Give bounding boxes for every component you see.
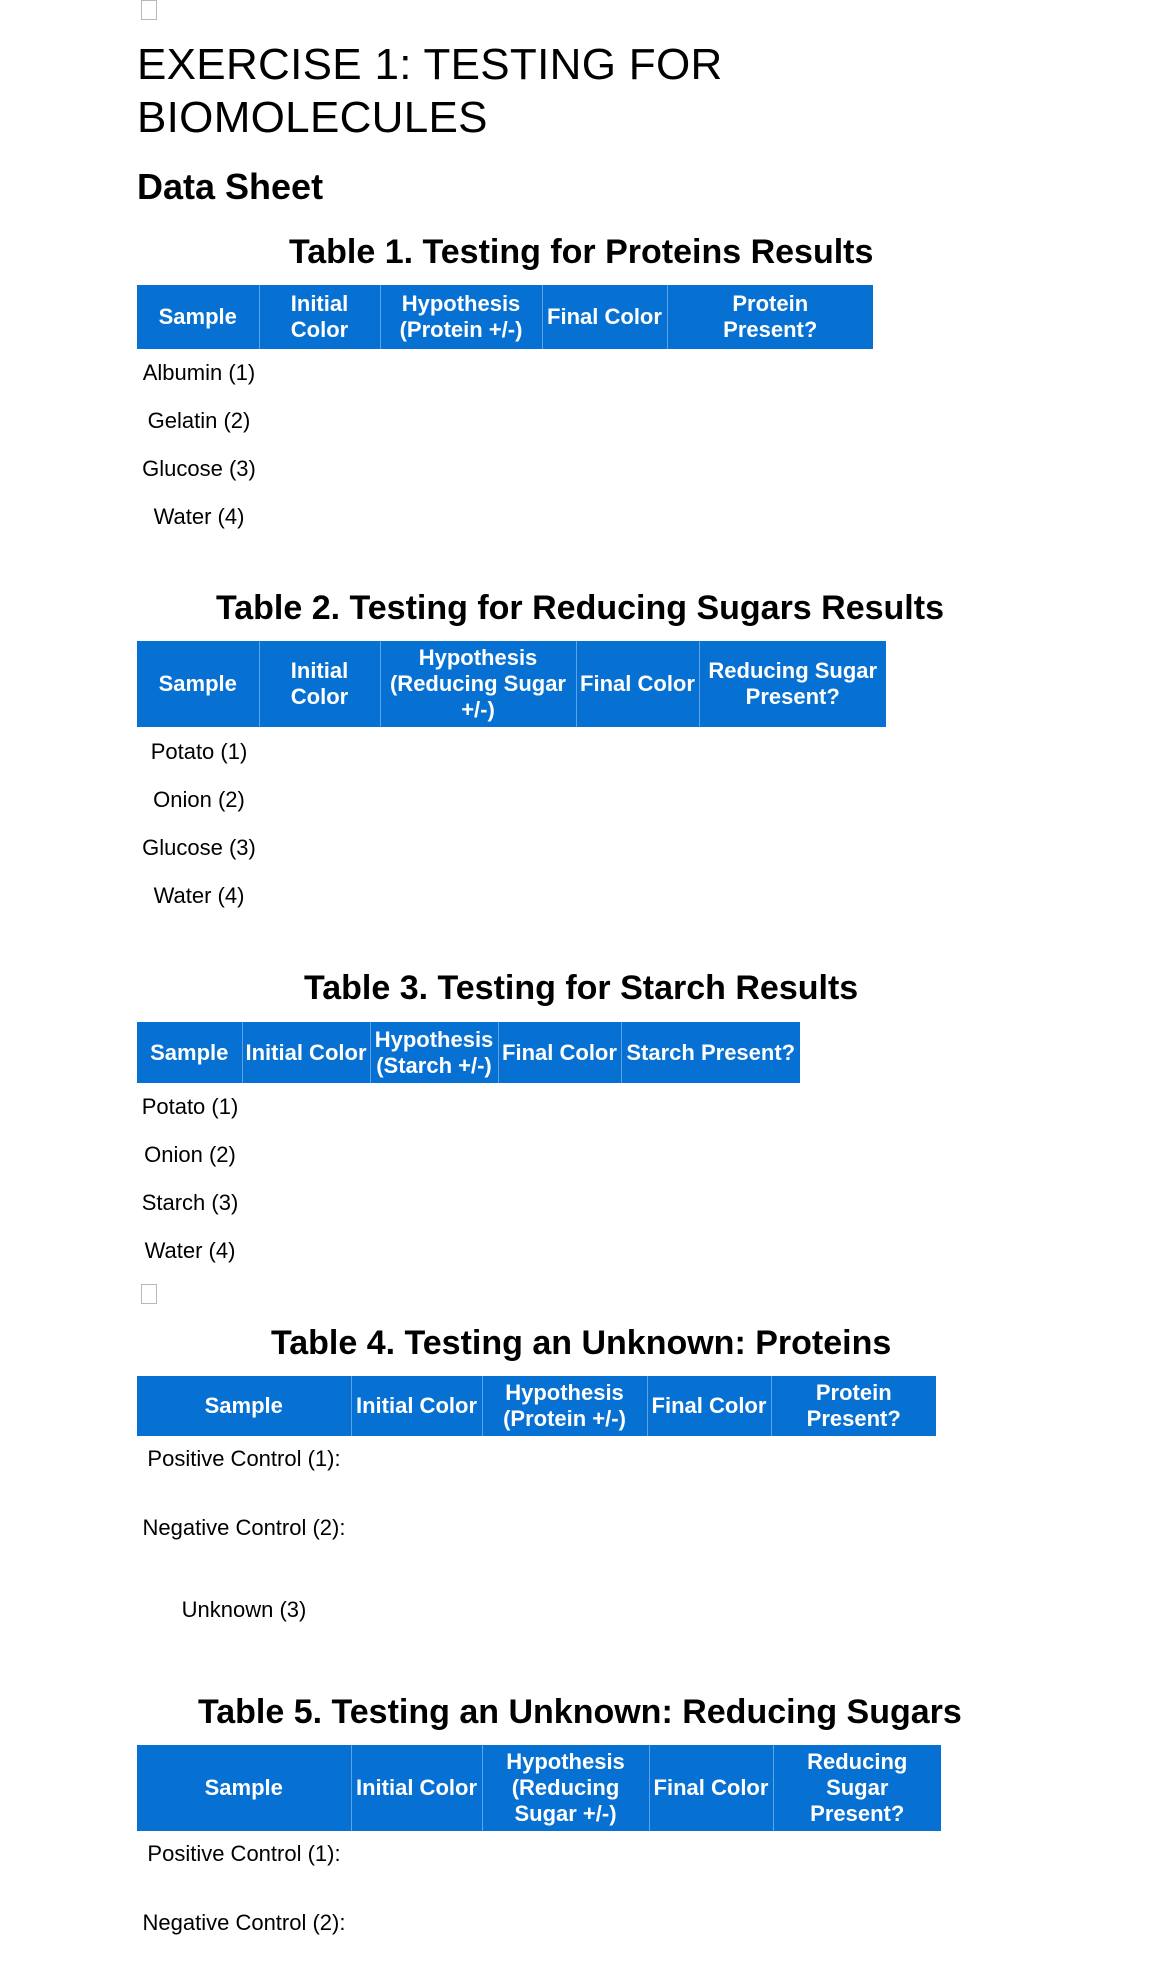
table-4-header-present <box>771 1376 936 1436</box>
table-2-title: Table 2. Testing for Reducing Sugars Results <box>216 589 944 627</box>
image-placeholder-middle <box>141 1284 157 1304</box>
page-title-line-2: BIOMOLECULES <box>137 93 488 142</box>
table-5-row-1: Positive Control (1): <box>147 1841 341 1866</box>
table-2-row-2: Onion (2) <box>153 787 245 812</box>
table-1-header-final-color: Final Color <box>542 285 667 349</box>
table-5-header-hypothesis-text: Hypothesis (Reducing Sugar +/-) <box>506 1749 625 1826</box>
table-5-row-2: Negative Control (2): <box>142 1910 346 1935</box>
table-3-header-final-color: Final Color <box>498 1022 621 1083</box>
table-2-row-4: Water (4) <box>153 883 245 908</box>
table-3-header-hypothesis: Hypothesis (Starch +/-) <box>370 1022 498 1083</box>
image-placeholder-top <box>141 0 157 20</box>
table-4-header-initial-color: Initial Color <box>351 1376 482 1436</box>
table-1-header-present-text: Protein Present? <box>723 291 818 342</box>
table-5-header-sample: Sample <box>137 1745 351 1831</box>
table-5-header-present-text: Reducing Sugar Present? <box>807 1749 908 1826</box>
table-1-header-present <box>667 285 873 349</box>
section-subheading: Data Sheet <box>137 166 324 207</box>
table-2-header-final-color: Final Color <box>576 641 699 727</box>
table-4-header-hypothesis: Hypothesis (Protein +/-) <box>482 1376 647 1436</box>
table-3-header-sample: Sample <box>137 1022 242 1083</box>
table-4-row-3: Unknown (3) <box>181 1597 307 1622</box>
table-3-header-present: Starch Present? <box>621 1022 800 1083</box>
table-5-header <box>137 1745 941 1831</box>
table-4-row-1: Positive Control (1): <box>147 1446 341 1471</box>
table-1-row-4: Water (4) <box>153 504 245 529</box>
table-3-header-initial-color: Initial Color <box>242 1022 370 1083</box>
table-3-row-4: Water (4) <box>144 1238 236 1263</box>
table-5-header-final-color: Final Color <box>649 1745 773 1831</box>
table-1-header-initial-color: Initial Color <box>259 285 380 349</box>
table-2-row-1: Potato (1) <box>150 739 248 764</box>
table-3-header <box>137 1022 800 1083</box>
table-4-title: Table 4. Testing an Unknown: Proteins <box>271 1324 892 1362</box>
table-1-header <box>137 285 873 349</box>
table-3-row-3: Starch (3) <box>141 1190 239 1215</box>
table-3-title: Table 3. Testing for Starch Results <box>304 969 859 1007</box>
table-3-row-2: Onion (2) <box>144 1142 236 1167</box>
table-4-header <box>137 1376 936 1436</box>
table-2-header-present: Reducing Sugar Present? <box>699 641 886 727</box>
table-1-header-sample: Sample <box>137 285 259 349</box>
table-2-header <box>137 641 886 727</box>
table-5-header-hypothesis <box>482 1745 649 1831</box>
table-2-header-sample: Sample <box>137 641 259 727</box>
table-2-header-initial-color: Initial Color <box>259 641 380 727</box>
table-4-header-present-text: Protein Present? <box>806 1380 901 1431</box>
table-1-title: Table 1. Testing for Proteins Results <box>289 233 874 271</box>
table-5-header-initial-color: Initial Color <box>351 1745 482 1831</box>
table-2-header-hypothesis: Hypothesis (Reducing Sugar +/-) <box>380 641 576 727</box>
table-1-header-hypothesis: Hypothesis (Protein +/-) <box>380 285 542 349</box>
table-1-row-2: Gelatin (2) <box>147 408 251 433</box>
table-4-row-2: Negative Control (2): <box>142 1515 346 1540</box>
table-1-row-1: Albumin (1) <box>142 360 256 385</box>
table-2-row-3: Glucose (3) <box>142 835 256 860</box>
page-title-line-1: EXERCISE 1: TESTING FOR <box>137 40 723 89</box>
page-title <box>137 38 723 144</box>
table-5-title: Table 5. Testing an Unknown: Reducing Sugars <box>198 1693 962 1731</box>
table-3-row-1: Potato (1) <box>141 1094 239 1119</box>
table-5-header-present <box>773 1745 941 1831</box>
table-4-header-final-color: Final Color <box>647 1376 771 1436</box>
table-1-row-3: Glucose (3) <box>142 456 256 481</box>
table-4-header-sample: Sample <box>137 1376 351 1436</box>
